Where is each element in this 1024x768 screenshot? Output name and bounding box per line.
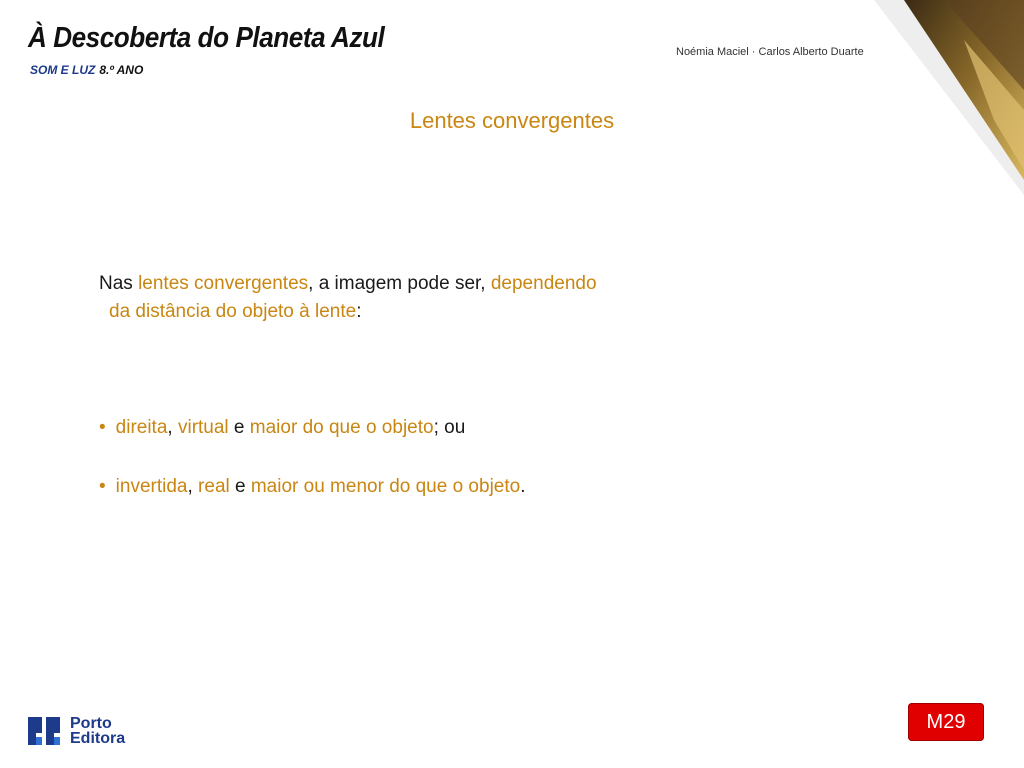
- bullet-2-text-1: ,: [187, 476, 199, 497]
- page-code: M29: [926, 710, 966, 733]
- bullet-dot: •: [99, 476, 106, 497]
- slide-title-text: Lentes convergentes: [409, 108, 615, 133]
- bullet-1-text-3: ; ou: [433, 417, 466, 438]
- bullet-item-1: [99, 417, 465, 439]
- bullet-1-text-1: ,: [167, 417, 178, 438]
- intro-highlight-3: da distância do objeto à lente: [109, 301, 357, 322]
- book-title: À Descoberta do Planeta Azul: [28, 22, 385, 54]
- intro-text-1: Nas: [99, 273, 139, 294]
- bullet-2-highlight-3: maior ou menor do que o objeto: [250, 476, 521, 497]
- intro-text-2: , a imagem pode ser,: [308, 273, 491, 294]
- bullet-2-highlight-2: real: [198, 476, 230, 497]
- subtitle-grade: 8.º ANO: [99, 63, 144, 77]
- page-code-badge: [908, 703, 984, 741]
- bullet-dot: •: [99, 417, 106, 438]
- slide-title: [0, 108, 1024, 134]
- subtitle-series: SOM E LUZ: [30, 63, 96, 77]
- authors: Noémia Maciel · Carlos Alberto Duarte: [676, 46, 864, 58]
- bullet-2-highlight-1: invertida: [115, 476, 188, 497]
- bullet-1-highlight-3: maior do que o objeto: [249, 417, 434, 438]
- intro-highlight-1: lentes convergentes: [138, 273, 309, 294]
- publisher-logo: [28, 715, 125, 747]
- intro-highlight-2: dependendo: [490, 273, 597, 294]
- intro-text-3: :: [356, 301, 362, 322]
- bullet-2-text-2: e: [229, 476, 251, 497]
- bullet-item-2: [99, 476, 525, 498]
- intro-line-2: [99, 298, 799, 326]
- bullet-2-text-3: .: [520, 476, 526, 497]
- corner-photo-image: [864, 0, 1024, 200]
- bullet-1-text-2: e: [228, 417, 250, 438]
- publisher-line-1: Porto: [70, 715, 112, 732]
- book-subtitle: [30, 63, 143, 77]
- bullet-1-highlight-2: virtual: [177, 417, 229, 438]
- publisher-line-2: Editora: [70, 730, 126, 747]
- bullet-1-highlight-1: direita: [115, 417, 168, 438]
- publisher-name: [70, 716, 125, 746]
- porto-editora-icon: [28, 715, 64, 747]
- intro-paragraph: [99, 270, 799, 326]
